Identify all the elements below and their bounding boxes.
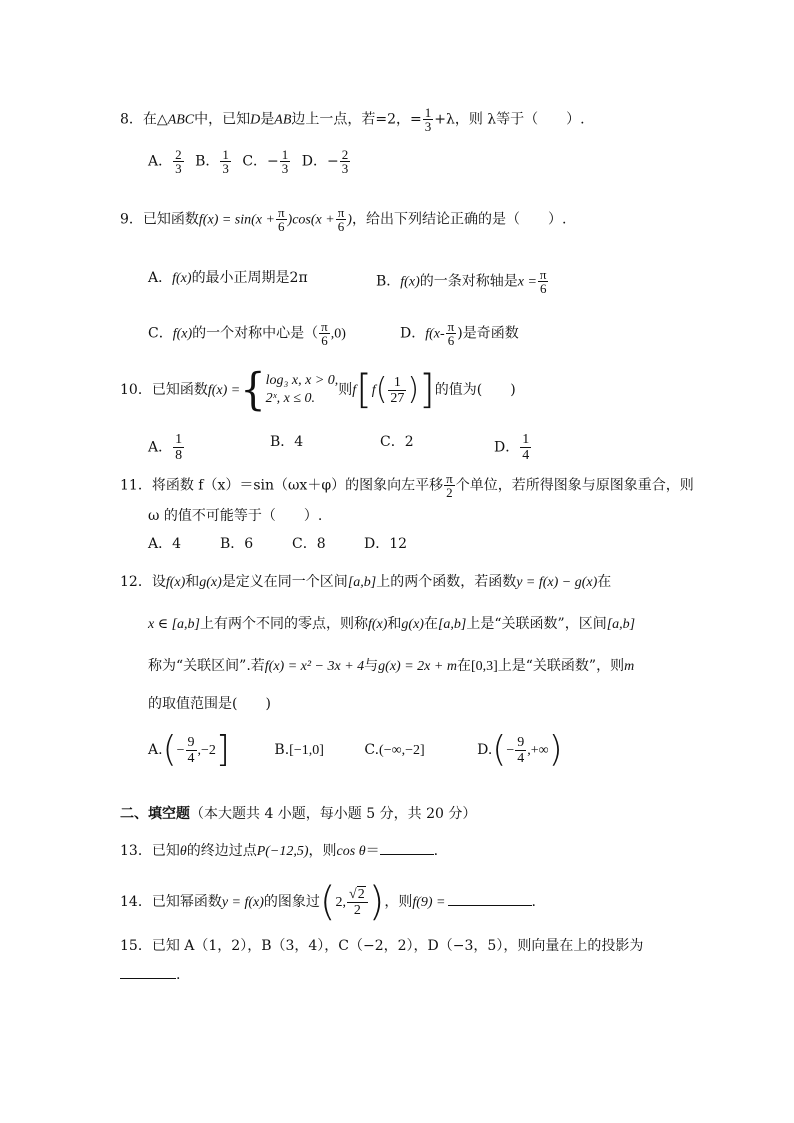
q12-d-den: 4: [517, 750, 525, 766]
q12-l1-ab: [a,b]: [347, 575, 377, 590]
q15-text: 15．已知 A（1，2），B（3，4），C（−2，2），D（−3，5），则向量在上的投影为: [120, 938, 644, 954]
q8-option-c-sign: −: [267, 153, 279, 170]
q12-a-close: ]: [215, 729, 230, 770]
q14-point-x: 2,: [335, 895, 347, 910]
q13-pre: 13．已知: [120, 843, 180, 859]
q10-a-den: 8: [175, 448, 183, 463]
q12-c-label: C.: [364, 742, 380, 758]
q14-paren-open: (: [319, 879, 336, 925]
q10-paren-close: ): [407, 372, 420, 407]
q8-fraction: [423, 106, 434, 133]
q12-c-value: (−∞,−2]: [379, 743, 425, 758]
q10-option-b: [270, 432, 303, 452]
q8-option-c-label: C．: [242, 153, 268, 170]
q10-func: f(x) =: [207, 383, 241, 398]
q11-option-a: A．4: [148, 536, 182, 552]
q10-frac: [388, 375, 406, 406]
q9-frac-2-num: π: [337, 205, 345, 220]
question-10-options: [148, 432, 185, 463]
q9-d-num: π: [447, 319, 455, 334]
q9-func: f(x) = sin(x +: [198, 212, 275, 228]
q14-pre: 14．已知幂函数: [120, 894, 222, 910]
q10-d-label: D．: [494, 439, 520, 456]
question-14: [120, 880, 536, 924]
q8-option-a: [148, 148, 185, 175]
q8-option-d-label: D．: [301, 153, 327, 170]
question-8-options: [148, 148, 351, 175]
q12-options: [148, 728, 563, 772]
q10-d-den: 4: [522, 448, 530, 463]
q9-a-text: 的最小正周期是2π: [191, 270, 308, 286]
q10-option-c: [380, 432, 414, 452]
q12-l1-g: g(x): [199, 575, 222, 590]
q12-a-post: ,−2: [197, 743, 216, 758]
q8-b-num: 1: [222, 147, 229, 162]
q14-paren-close: ): [368, 879, 385, 925]
q12-d-label: D.: [477, 742, 493, 758]
q12-l2-in: 在: [423, 616, 438, 632]
q12-d-post: ,+∞: [527, 743, 549, 758]
q14-answer-blank[interactable]: [448, 891, 532, 906]
q12-a-open: (: [162, 729, 177, 770]
q10-f-inner: f: [371, 383, 376, 398]
q15-line-2: [120, 964, 180, 985]
q10-brace: {: [240, 364, 266, 416]
q11-option-b: B．6: [220, 536, 254, 552]
q8-option-b: [195, 148, 232, 175]
q13-cos: cos θ: [336, 844, 366, 859]
q9-frac-2: [336, 206, 347, 233]
q9-frac-1-num: π: [277, 205, 285, 220]
q10-bracket-open: [: [356, 367, 372, 413]
q12-l3-in: 在: [456, 658, 471, 674]
q9-c-end: ,0): [330, 326, 346, 342]
q12-option-c: [364, 728, 424, 773]
q13-point: P(−12,5): [256, 844, 309, 859]
q9-c-num: π: [321, 319, 328, 334]
question-9-option-a: [148, 268, 308, 289]
q9-b-label: B．: [376, 273, 401, 290]
q12-l3-f: f(x) = x² − 3x + 4: [264, 659, 365, 674]
q12-a-pre: −: [176, 743, 185, 758]
q14-mid2: ，则: [384, 894, 413, 910]
q12-d-num: 9: [517, 734, 525, 750]
q9-c-text: 的一个对称中心是（: [192, 325, 319, 342]
q8-option-d: [302, 148, 351, 175]
q14-func: y = f(x): [221, 895, 264, 910]
q8-option-a-frac: [173, 148, 184, 175]
q9-a-f: f(x): [172, 271, 192, 286]
q10-case-2: 2ˣ, x ≤ 0.: [265, 391, 316, 406]
q8-option-b-frac: [220, 148, 231, 175]
q8-d-num: 2: [341, 147, 349, 162]
q8-b-den: 3: [222, 161, 229, 176]
q12-l2-mid: 上有两个不同的零点，则称: [199, 616, 368, 632]
q12-b-label: B.: [274, 742, 290, 758]
q8-option-c: [242, 148, 291, 175]
q10-text-2: 的值为( ): [434, 382, 516, 398]
q8-option-d-sign: −: [326, 153, 339, 170]
question-13: [120, 840, 438, 862]
question-10-stem: [120, 364, 516, 416]
q9-b-frac: [538, 268, 549, 295]
q9-b-x: x =: [517, 274, 537, 290]
q12-l1-mid: 是定义在同一个区间: [221, 574, 348, 590]
q10-d-num: 1: [522, 432, 530, 447]
q12-l1-end: 在: [597, 574, 612, 590]
q11-option-c: C．8: [292, 536, 326, 552]
q13-period: .: [433, 843, 439, 859]
q12-l3-end: 上是“关联函数”，则: [497, 658, 625, 674]
q12-line-2: [148, 614, 635, 635]
q10-then: 则: [338, 382, 353, 398]
q10-option-a: [148, 432, 185, 463]
q14-f9: f(9) =: [412, 895, 446, 910]
q12-a-den: 4: [187, 750, 195, 766]
q14-sqrt-arg: 2: [357, 887, 365, 902]
q11-frac-num: π: [446, 471, 453, 486]
q12-l3-pre: 称为“关联区间”.若: [148, 658, 265, 674]
q13-mid2: ，则: [308, 843, 337, 859]
q10-f-outer: f: [352, 383, 357, 398]
q9-c-f: f(x): [172, 326, 193, 342]
q12-line-1: [120, 572, 611, 593]
q12-option-b: [274, 728, 323, 773]
q8-frac-den: 3: [424, 119, 432, 134]
q8-frac-num: 1: [424, 105, 432, 120]
q9-close: ): [347, 212, 352, 228]
q10-a-num: 1: [175, 432, 183, 447]
q14-sqrt-sign: √: [349, 887, 357, 902]
q8-a-den: 3: [175, 161, 182, 176]
q9-d-f: f(x-: [425, 326, 445, 342]
q13-answer-blank[interactable]: [380, 840, 434, 855]
q12-a-num: 9: [187, 734, 195, 750]
q9-frac-1-den: 6: [278, 219, 285, 234]
q12-l2-and: 和: [387, 616, 402, 632]
q8-triangle: △ABC: [156, 112, 195, 128]
q8-text-3: 是: [260, 111, 275, 128]
q10-a-frac: [173, 432, 184, 463]
q12-a-label: A.: [148, 742, 163, 758]
q10-bracket-close: ]: [419, 367, 435, 413]
q12-l2-ab: [a,b]: [437, 617, 467, 632]
q15-answer-blank[interactable]: [120, 964, 176, 979]
q14-period: .: [531, 894, 536, 910]
q9-b-f: f(x): [400, 274, 420, 290]
q11-frac: [444, 472, 455, 499]
q11-text-3: ω 的值不可能等于（ ）.: [148, 508, 323, 524]
q9-b-den: 6: [539, 281, 547, 296]
q13-theta: θ: [179, 844, 187, 859]
q8-option-c-frac: [280, 148, 291, 175]
q12-l3-with: 与: [364, 658, 379, 674]
q14-mid: 的图象过: [263, 894, 320, 910]
q12-l1-mid2: 上的两个函数，若函数: [376, 574, 517, 590]
q12-l1-y: y = f(x) − g(x): [516, 575, 598, 590]
q9-c-label: C．: [148, 325, 173, 342]
q11-text-1: 11．将函数 f（x）＝sin（ωx＋φ）的图象向左平移: [120, 477, 444, 494]
q10-option-d: [494, 432, 532, 463]
q12-d-close: ): [548, 729, 563, 770]
question-9-option-b: [376, 268, 549, 295]
question-9-option-d: [400, 320, 519, 347]
q8-option-a-label: A．: [148, 153, 173, 170]
q12-option-d: [477, 728, 563, 773]
q10-a-label: A．: [148, 439, 173, 456]
q8-point-d: D: [250, 112, 261, 128]
q8-text-1: 8．在: [120, 111, 157, 128]
q8-c-den: 3: [281, 161, 289, 176]
q9-d-den: 6: [447, 333, 455, 348]
q10-text-1: 10．已知函数: [120, 382, 208, 398]
q12-d-open: (: [492, 729, 507, 770]
q11-option-d: D．12: [364, 536, 408, 552]
q8-c-num: 1: [281, 147, 289, 162]
q10-paren-open: (: [375, 372, 388, 407]
section-2-heading: [120, 804, 476, 824]
q12-l1-pre: 12．设: [120, 574, 166, 590]
q10-cases: [266, 372, 339, 408]
q12-l2-mid2: 上是“关联函数”，区间: [466, 616, 607, 632]
q9-cos: )cos(x +: [287, 212, 335, 228]
q8-text-5: +λ，则 λ等于（ ）.: [434, 111, 585, 128]
q9-d-label: D．: [400, 325, 426, 342]
q10-frac-num: 1: [388, 375, 406, 391]
q11-text-2: 个单位，若所得图象与原图象重合，则: [455, 477, 694, 494]
q13-mid: 的终边过点: [186, 843, 257, 859]
section-2-desc: （本大题共 4 小题，每小题 5 分，共 20 分）: [190, 806, 477, 822]
question-11-stem: [120, 472, 694, 499]
q9-c-den: 6: [321, 333, 328, 348]
q12-line-3: [148, 656, 634, 677]
q9-b-num: π: [539, 267, 547, 282]
q10-case-1: log₃ x, x > 0,: [265, 373, 339, 388]
q8-text-2: 中，已知: [194, 111, 251, 128]
section-2-title: 二、填空题: [120, 806, 190, 822]
q12-l2-g: g(x): [401, 617, 424, 632]
q11-options: [148, 534, 407, 554]
question-8-stem: [120, 106, 585, 133]
q9-c-frac: [319, 320, 330, 347]
q12-l1-and: 和: [185, 574, 200, 590]
q9-b-text: 的一条对称轴是: [419, 273, 518, 290]
q9-frac-2-den: 6: [337, 219, 345, 234]
q12-d-frac: [515, 735, 526, 766]
q8-option-d-frac: [340, 148, 351, 175]
q9-d-end: )是奇函数: [457, 325, 519, 342]
q12-l2-ab2: [a,b]: [606, 617, 636, 632]
q12-l1-f: f(x): [165, 575, 186, 590]
q10-b-text: B．4: [270, 434, 304, 450]
q8-a-num: 2: [175, 147, 182, 162]
q9-d-frac: [446, 320, 457, 347]
q14-frac-den: 2: [353, 903, 361, 918]
q9-text-1: 9．已知函数: [120, 211, 199, 228]
q12-l2-x: x ∈ [a,b]: [148, 617, 200, 632]
q11-frac-den: 2: [446, 485, 453, 500]
q8-segment-ab: AB: [274, 112, 292, 128]
q12-line-4: [148, 694, 271, 714]
q13-equals: ＝: [365, 843, 380, 859]
q9-a-label: A．: [148, 270, 173, 286]
q12-l4: 的取值范围是( ): [148, 696, 271, 712]
q10-c-text: C．2: [380, 434, 414, 450]
question-9-stem: [120, 206, 566, 233]
q15-period: .: [176, 967, 181, 983]
q12-option-a: [148, 728, 230, 773]
q10-frac-den: 27: [390, 390, 405, 406]
q14-frac: [347, 886, 368, 918]
q9-text-2: ，给出下列结论正确的是（ ）.: [351, 211, 567, 228]
q12-l3-m: m: [624, 659, 635, 674]
q12-d-pre: −: [506, 743, 515, 758]
question-15: [120, 936, 643, 956]
q11-line-2: [148, 506, 322, 526]
q8-d-den: 3: [341, 161, 349, 176]
q8-option-b-label: B．: [195, 153, 220, 170]
q12-l3-g: g(x) = 2x + m: [378, 659, 457, 674]
q12-b-value: [−1,0]: [289, 743, 324, 758]
q12-l2-f: f(x): [367, 617, 388, 632]
q10-d-frac: [520, 432, 531, 463]
q14-frac-num: [347, 886, 368, 903]
q8-text-4: 边上一点，若=2，=: [291, 111, 422, 128]
q12-a-frac: [186, 735, 197, 766]
q12-l3-int: [0,3]: [470, 659, 498, 674]
q9-frac-1: [276, 206, 287, 233]
question-9-option-c: [148, 320, 346, 347]
